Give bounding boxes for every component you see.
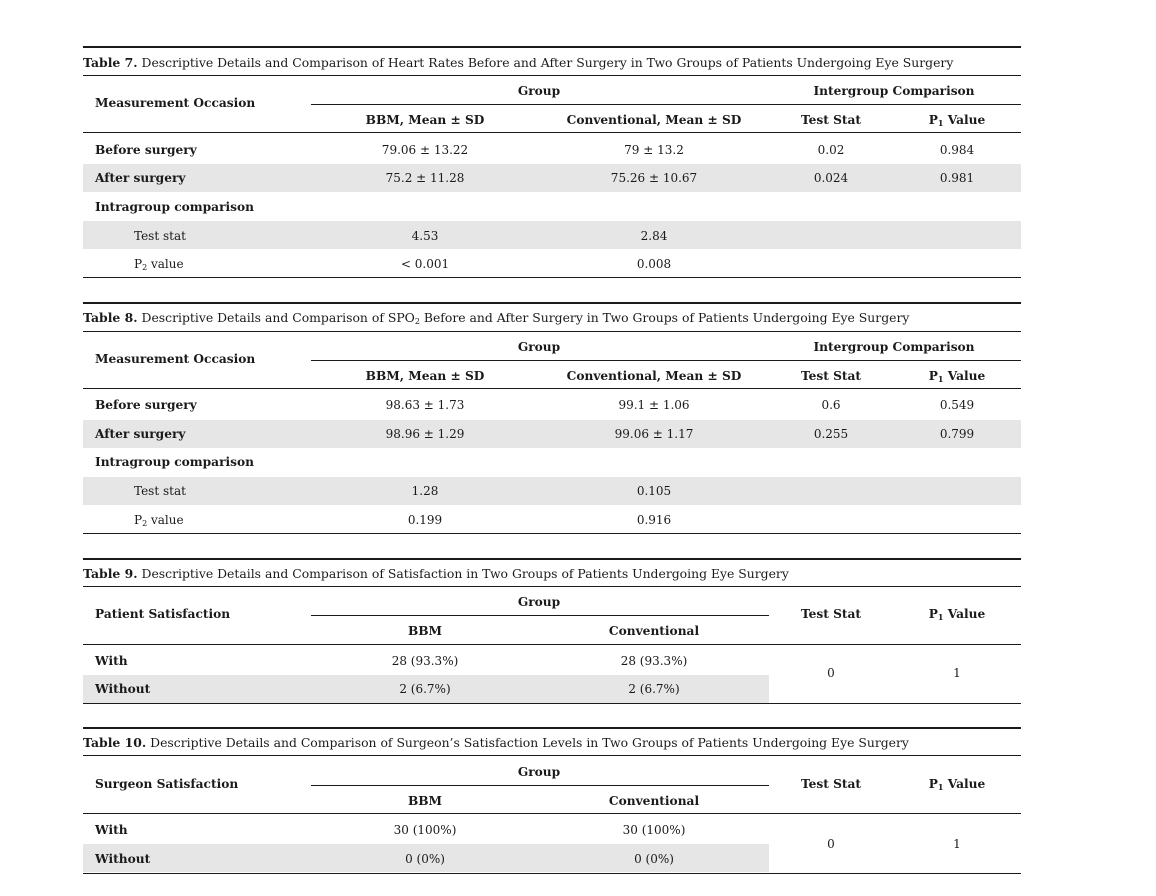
col-conventional: Conventional [608, 794, 700, 808]
cell-conventional: 99.06 ± 1.17 [614, 427, 694, 441]
cell-test-stat: 0.02 [817, 143, 845, 157]
table-top-rule [83, 558, 1021, 560]
cell-conventional: 2 (6.7%) [628, 682, 680, 696]
cell-bbm: 79.06 ± 13.22 [381, 143, 469, 157]
col-test-stat: Test Stat [800, 777, 862, 791]
col-p1-value: $P_1$ Value [928, 777, 986, 792]
row-label: Before surgery [95, 143, 197, 157]
caption-rule [83, 586, 1021, 587]
table-caption: Table 9. Descriptive Details and Comparison of Satisfaction in Two Groups of Patients Undergoing Eye Surgery [83, 566, 789, 581]
cell-bbm: 2 (6.7%) [399, 682, 451, 696]
cell-bbm: 98.96 ± 1.29 [385, 427, 465, 441]
row-label: Before surgery [95, 398, 197, 412]
row-header: Surgeon Satisfaction [95, 777, 239, 791]
col-test-stat: Test Stat [800, 113, 862, 127]
intergroup-header: Intergroup Comparison [813, 84, 975, 98]
cell-p-value: 0.799 [939, 427, 975, 441]
col-test-stat: Test Stat [800, 369, 862, 383]
bottom-rule [83, 277, 1021, 278]
table-10 [83, 727, 1021, 877]
table-7 [83, 46, 1021, 280]
cell-conventional: 75.26 ± 10.67 [610, 171, 698, 185]
table-top-rule [83, 46, 1021, 48]
row-header: Measurement Occasion [95, 352, 256, 366]
header-rule [83, 644, 1021, 645]
row-label: Without [95, 682, 151, 696]
group-underline [311, 615, 769, 616]
row-label: With [95, 654, 128, 668]
cell-test-stat: 0 [827, 837, 835, 851]
row-shading [83, 164, 1021, 192]
bottom-rule [83, 873, 1021, 874]
table-top-rule [83, 727, 1021, 729]
col-conventional: Conventional [608, 624, 700, 638]
row-label: Without [95, 852, 151, 866]
cell-bbm: < 0.001 [400, 257, 450, 271]
cell-test-stat: 0 [827, 666, 835, 680]
bottom-rule [83, 533, 1021, 534]
table-caption: Table 8. Descriptive Details and Comparison of $SPO_2$ Before and After Surgery in Two Groups of Patients Undergoing Eye Surgery [83, 310, 910, 326]
row-shading [83, 420, 1021, 448]
cell-conventional: 28 (93.3%) [620, 654, 688, 668]
group-underline [311, 785, 769, 786]
row-label: After surgery [95, 171, 186, 185]
table-caption: Table 7. Descriptive Details and Comparison of Heart Rates Before and After Surgery in Two Groups of Patients Undergoing Eye Surgery [83, 55, 954, 70]
cell-test-stat: 0.024 [813, 171, 849, 185]
cell-conventional: 2.84 [640, 229, 668, 243]
table-caption: Table 10. Descriptive Details and Comparison of Surgeon’s Satisfaction Levels in Two Groups of Patients Undergoing Eye Surgery [83, 735, 909, 750]
cell-conventional: 99.1 ± 1.06 [618, 398, 690, 412]
group-header: Group [517, 340, 561, 354]
cell-bbm: 0.199 [407, 513, 443, 527]
row-header: Measurement Occasion [95, 96, 256, 110]
cell-test-stat: 0.6 [821, 398, 841, 412]
intragroup-label: Intragroup comparison [95, 200, 254, 214]
caption-rule [83, 331, 1021, 332]
caption-rule [83, 75, 1021, 76]
col-conventional: Conventional, Mean ± SD [566, 369, 742, 383]
header-rule [83, 813, 1021, 814]
cell-conventional: 79 ± 13.2 [624, 143, 684, 157]
col-test-stat: Test Stat [800, 607, 862, 621]
row-shading [83, 477, 1021, 505]
row-label: Test stat [134, 484, 186, 498]
group-header: Group [517, 595, 561, 609]
row-label: $P_2$ value [134, 257, 184, 272]
bottom-rule [83, 703, 1021, 704]
header-rule [83, 388, 1021, 389]
cell-p-value: 0.984 [939, 143, 975, 157]
table-9 [83, 558, 1021, 706]
row-label: Test stat [134, 229, 186, 243]
row-shading [83, 221, 1021, 249]
cell-bbm: 98.63 ± 1.73 [385, 398, 465, 412]
group-underline [311, 104, 1021, 105]
row-header: Patient Satisfaction [95, 607, 231, 621]
cell-conventional: 0.105 [636, 484, 672, 498]
cell-conventional: 0.916 [636, 513, 672, 527]
col-p1-value: $P_1$ Value [928, 113, 986, 128]
caption-rule [83, 755, 1021, 756]
col-p1-value: $P_1$ Value [928, 369, 986, 384]
table-top-rule [83, 302, 1021, 304]
col-p1-value: $P_1$ Value [928, 607, 986, 622]
cell-conventional: 0.008 [636, 257, 672, 271]
cell-bbm: 4.53 [411, 229, 439, 243]
table-8 [83, 302, 1021, 536]
intragroup-label: Intragroup comparison [95, 455, 254, 469]
cell-test-stat: 0.255 [813, 427, 849, 441]
cell-bbm: 30 (100%) [393, 823, 457, 837]
group-header: Group [517, 765, 561, 779]
cell-bbm: 0 (0%) [405, 852, 445, 866]
col-conventional: Conventional, Mean ± SD [566, 113, 742, 127]
header-rule [83, 132, 1021, 133]
row-label: $P_2$ value [134, 513, 184, 528]
cell-conventional: 30 (100%) [622, 823, 686, 837]
cell-p-value: 1 [953, 837, 961, 851]
group-header: Group [517, 84, 561, 98]
cell-conventional: 0 (0%) [634, 852, 674, 866]
cell-p-value: 0.549 [939, 398, 975, 412]
col-bbm: BBM [407, 794, 443, 808]
cell-p-value: 0.981 [939, 171, 975, 185]
row-label: After surgery [95, 427, 186, 441]
group-underline [311, 360, 1021, 361]
col-bbm: BBM, Mean ± SD [365, 113, 485, 127]
col-bbm: BBM [407, 624, 443, 638]
intergroup-header: Intergroup Comparison [813, 340, 975, 354]
cell-bbm: 1.28 [411, 484, 439, 498]
cell-bbm: 75.2 ± 11.28 [385, 171, 465, 185]
row-label: With [95, 823, 128, 837]
cell-bbm: 28 (93.3%) [391, 654, 459, 668]
col-bbm: BBM, Mean ± SD [365, 369, 485, 383]
cell-p-value: 1 [953, 666, 961, 680]
